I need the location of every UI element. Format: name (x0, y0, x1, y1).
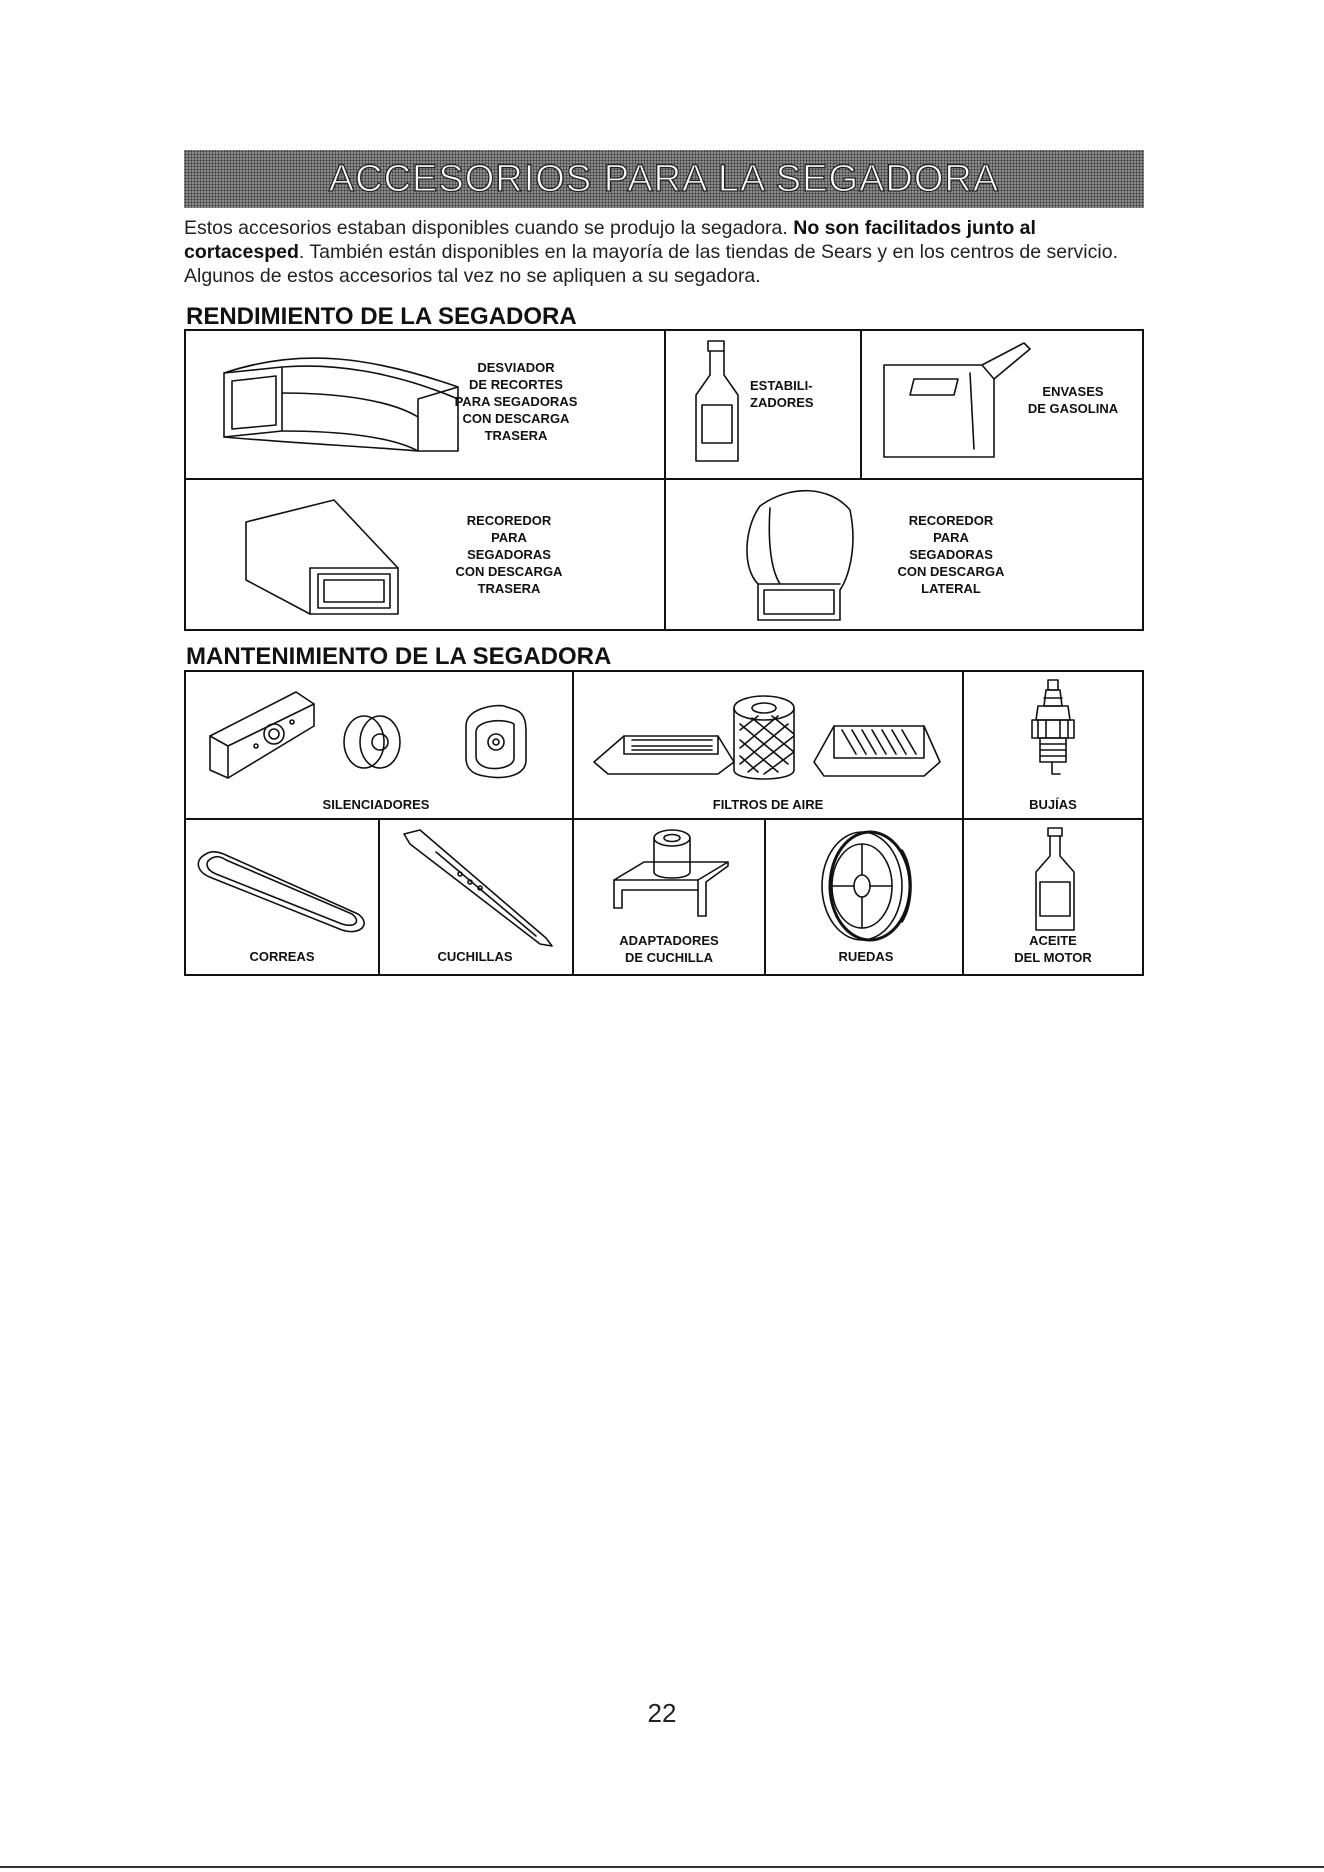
accessory-label: CUCHILLAS (437, 949, 513, 964)
accessory-label: DESVIADOR DE RECORTES PARA SEGADORAS CON DESCARGA TRASERA (454, 360, 578, 443)
accessory-label: RECOREDOR PARA SEGADORAS CON DESCARGA TRASERA (455, 513, 563, 596)
wheel-icon (816, 828, 916, 944)
intro-text: Estos accesorios estaban disponibles cuando se produjo la segadora. (184, 217, 794, 239)
accessory-mufflers (186, 672, 572, 818)
intro-bold-text: No son facilitados junto al cortacesped (184, 217, 1036, 263)
accessory-label: FILTROS DE AIRE (712, 797, 824, 812)
performance-grid (184, 329, 1144, 631)
accessory-label: RECOREDOR PARA SEGADORAS CON DESCARGA LATERAL (897, 513, 1005, 596)
spark-plug-icon (1028, 676, 1078, 792)
accessory-label: ACEITE DEL MOTOR (1014, 933, 1092, 965)
chute-deflector-icon (222, 353, 462, 453)
accessory-spark-plugs (964, 672, 1142, 818)
accessory-gas-cans (862, 331, 1142, 478)
maintenance-section-title: MANTENIMIENTO DE LA SEGADORA (186, 643, 612, 670)
accessory-air-filters (574, 672, 962, 818)
accessory-label: ADAPTADORES DE CUCHILLA (619, 933, 719, 965)
motor-oil-bottle-icon (1030, 826, 1080, 934)
intro-paragraph (184, 216, 1144, 288)
air-filter-icon (588, 684, 948, 784)
rear-bagger-icon (244, 490, 404, 620)
accessory-label: ENVASES DE GASOLINA (1027, 384, 1119, 416)
bottom-rule (0, 1866, 1324, 1868)
intro-text-continued: . También están disponibles en la mayoría de las tiendas de Sears y en los centros de servicio. Algunos de estos accesorios tal vez no se apliquen a su segadora. (184, 241, 1118, 287)
blade-adapter-icon (610, 826, 730, 922)
banner-title: ACCESORIOS PARA LA SEGADORA (328, 157, 1000, 200)
accessory-label: ESTABILI- ZADORES (750, 378, 814, 410)
blade-icon (396, 828, 556, 950)
accessory-rear-bagger (186, 480, 664, 629)
maintenance-grid (184, 670, 1144, 976)
muffler-icon (204, 686, 554, 786)
accessory-label: BUJÍAS (1029, 797, 1077, 812)
accessory-label: SILENCIADORES (322, 797, 430, 812)
accessory-blades (380, 820, 572, 974)
accessory-belts (186, 820, 378, 974)
belt-icon (192, 834, 372, 938)
page-number: 22 (647, 1698, 677, 1728)
stabilizer-bottle-icon (692, 339, 744, 465)
accessory-wheels (766, 820, 962, 974)
accessory-label: RUEDAS (838, 949, 894, 964)
accessory-motor-oil (964, 820, 1142, 974)
page-banner (184, 150, 1144, 208)
accessory-chute-deflector (186, 331, 664, 478)
performance-section-title: RENDIMIENTO DE LA SEGADORA (186, 303, 577, 330)
accessory-blade-adapters (574, 820, 764, 974)
side-bagger-icon (740, 488, 860, 622)
accessory-side-bagger (666, 480, 1142, 629)
accessory-stabilizers (666, 331, 860, 478)
accessory-label: CORREAS (249, 949, 315, 964)
